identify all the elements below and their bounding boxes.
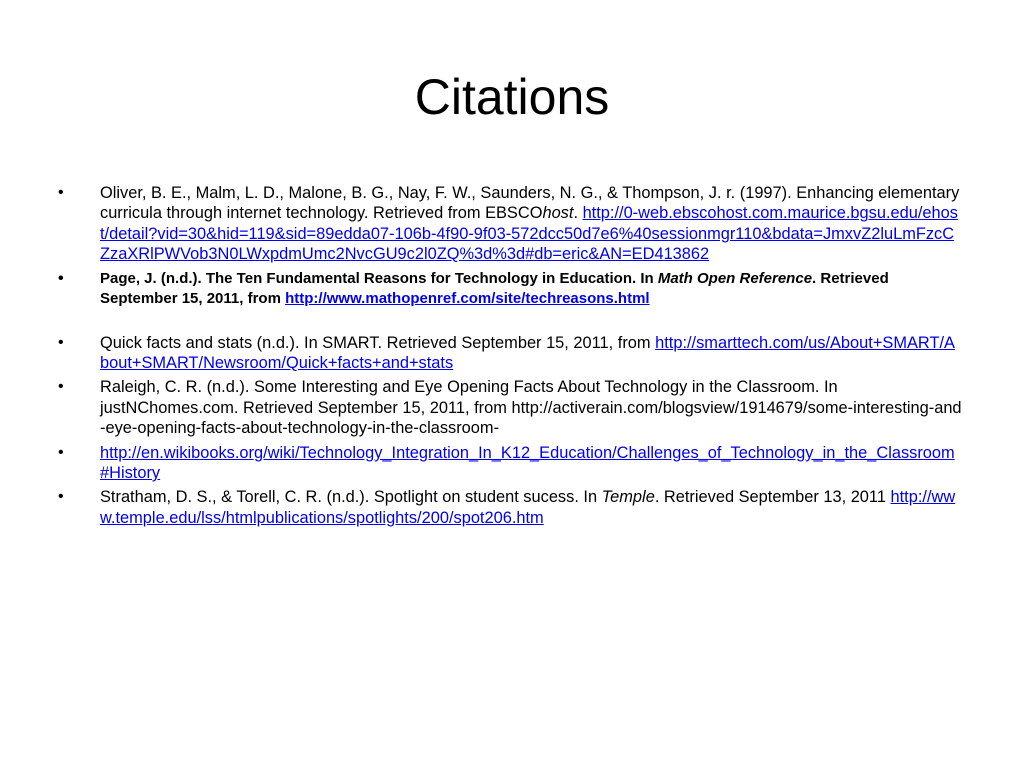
bullet-icon: • [58, 333, 64, 351]
citation-after: . Retrieved September 13, 2011 [654, 488, 891, 507]
citation-wikibooks [58, 443, 962, 484]
bullet-icon: • [58, 184, 64, 201]
citation-link[interactable]: http://www.temple.edu/lss/htmlpublications/spotlights/200/spot206.htm [100, 488, 956, 527]
citation-link[interactable]: http://smarttech.com/us/About+SMART/About+SMART/Newsroom/Quick+facts+and+stats [100, 333, 955, 373]
citation-after: . [573, 204, 578, 223]
citation-plain-url: http://activerain.com/blogsview/1914679/some-interesting-and-eye-opening-facts-about-technology-in-the-classroom- [100, 398, 962, 438]
citation-italic: Math Open Reference [657, 269, 813, 287]
citation-text: Stratham, D. S., & Torell, C. R. (n.d.). Spotlight on student sucess. In [100, 488, 602, 507]
citation-page [58, 269, 962, 309]
citation-list [58, 183, 962, 532]
citation-text: Oliver, B. E., Malm, L. D., Malone, B. G., Nay, F. W., Saunders, N. G., & Thompson, J. r. (1997). Enhancing elementary curricula through internet technology. Retrieved from EBSCO [100, 184, 960, 223]
citation-link[interactable]: http://www.mathopenref.com/site/techreasons.html [285, 289, 650, 307]
citation-raleigh [58, 377, 962, 438]
bullet-icon: • [58, 443, 64, 461]
citation-text: Page, J. (n.d.). The Ten Fundamental Reasons for Technology in Education. In [100, 269, 658, 287]
citation-oliver [58, 183, 962, 265]
citation-after: . Retrieved September 15, 2011, from [100, 269, 889, 307]
citation-text: Raleigh, C. R. (n.d.). Some Interesting and Eye Opening Facts About Technology in the Classroom. In justNChomes.com. Retrieved September 15, 2011, from [100, 378, 838, 417]
citation-link[interactable]: http://en.wikibooks.org/wiki/Technology_Integration_In_K12_Education/Challenges_of_Technology_in_the_Classroom#History [100, 443, 955, 483]
bullet-icon: • [58, 488, 64, 506]
citation-text: Quick facts and stats (n.d.). In SMART. Retrieved September 15, 2011, from [100, 333, 656, 352]
bullet-icon: • [58, 378, 64, 396]
citation-italic: Temple [601, 488, 655, 507]
citation-stratham [58, 487, 962, 528]
citation-quick-facts [58, 333, 962, 374]
slide-title: Citations [414, 69, 610, 125]
citation-link[interactable]: http://0-web.ebscohost.com.maurice.bgsu.edu/ehost/detail?vid=30&hid=119&sid=89edda07-106b-4f90-9f03-572dcc50d7e6%40sessionmgr110&bdata=JmxvZ2luLmFzcCZzaXRlPWVob3N0LWxpdmUmc2NvcGU9c2l0ZQ%3d%3d#db=eric&AN=ED413862 [100, 204, 958, 264]
citation-italic: host [542, 204, 574, 223]
bullet-icon: • [58, 269, 64, 287]
